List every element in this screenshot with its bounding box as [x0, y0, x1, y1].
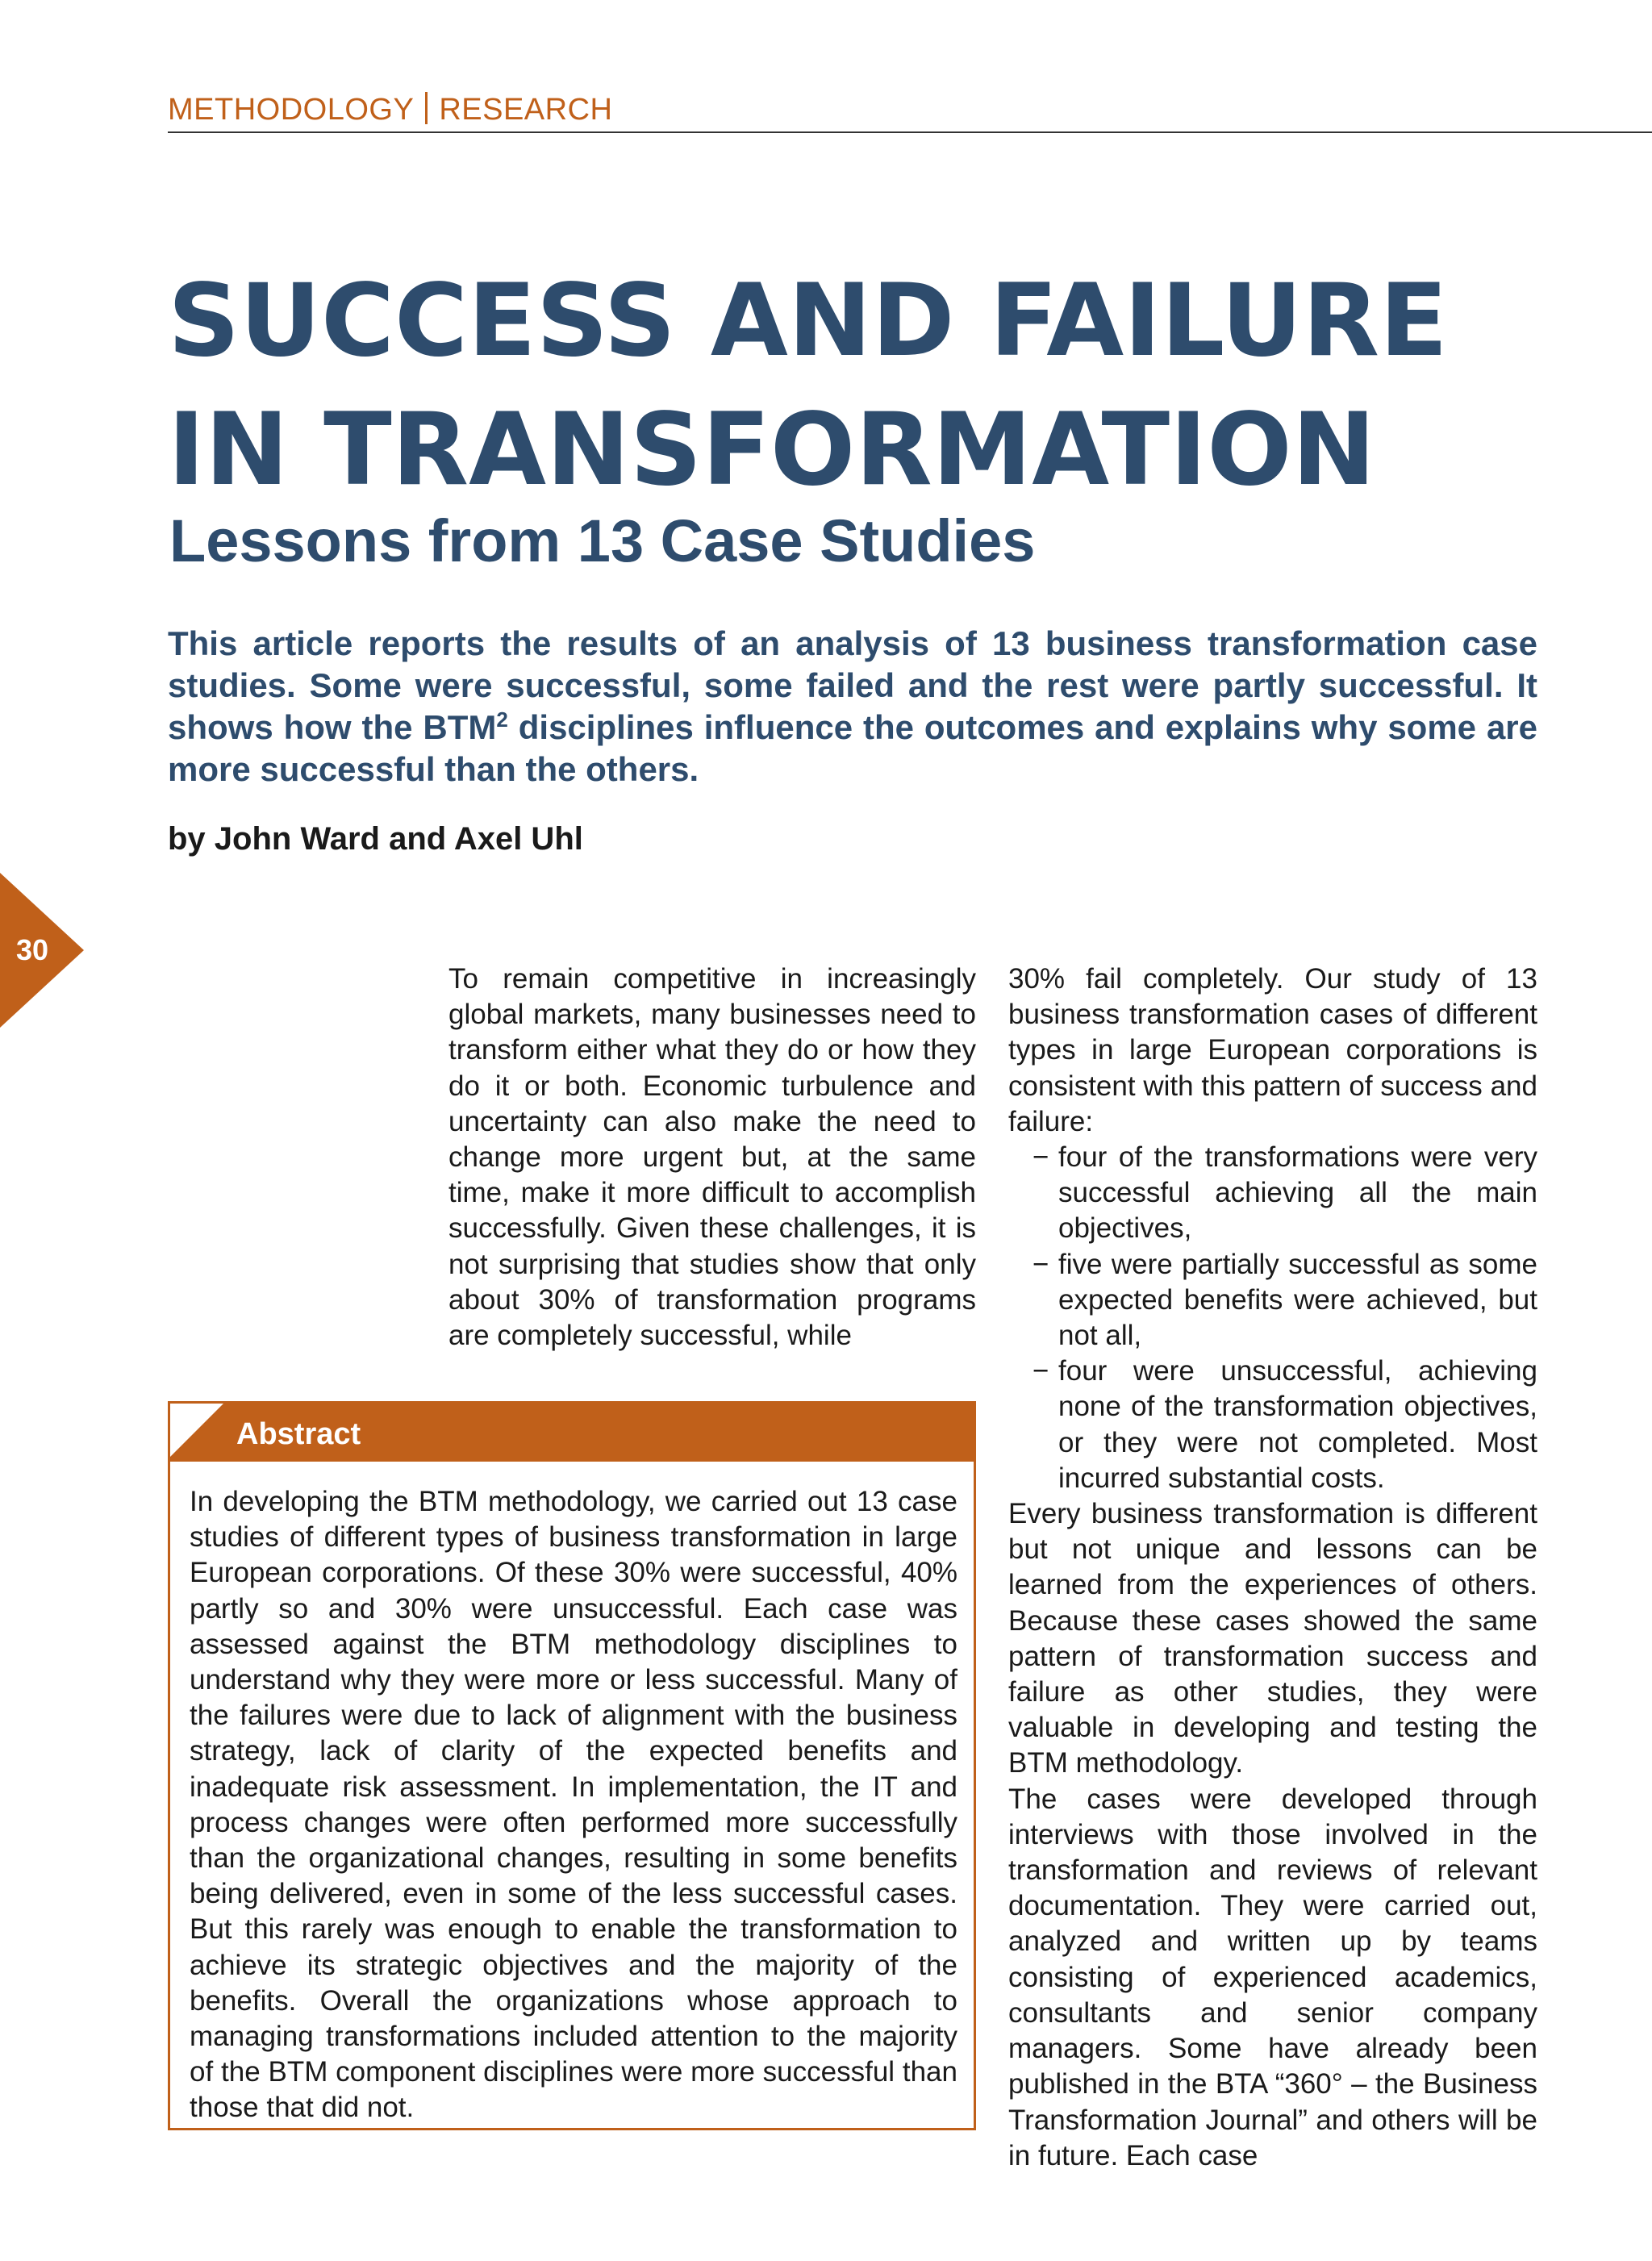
body-column-1 — [448, 962, 976, 1354]
list-item-text: four of the transformations were very successful achieving all the main objectives, — [1058, 1141, 1537, 1245]
abstract-heading: Abstract — [236, 1417, 361, 1451]
article-lead — [168, 623, 1537, 791]
body-column-2 — [1008, 962, 1537, 2174]
section-label: METHODOLOGY — [168, 93, 415, 127]
page-number: 30 — [15, 933, 49, 966]
abstract-header — [170, 1404, 974, 1462]
lead-text-2: disciplines influence the outcomes and explains why some are more successful than the others. — [168, 708, 1538, 788]
header-divider — [425, 92, 428, 124]
list-item-text: four were unsuccessful, achieving none of the transformation objectives, or they were not completed. Most incurred substantial costs. — [1058, 1355, 1537, 1494]
body-paragraph: Every business transformation is different but not unique and lessons can be learned from the experiences of others. Because these cases showed the same pattern of transformation success and failure as other studies, they were valuable in developing and testing the BTM methodology. — [1008, 1498, 1537, 1779]
body-paragraph: 30% fail completely. Our study of 13 business transformation cases of different types in large European corporations is consistent with this pattern of success and failure: — [1008, 963, 1537, 1137]
subsection-label: RESEARCH — [439, 93, 613, 127]
abstract-text: In developing the BTM methodology, we carried out 13 case studies of different types of business transformation in large European corporations. Of these 30% were successful, 40% partly so and 30% were unsuccessful. Each case was assessed against the BTM methodology disciplines to understand why they were more or less successful. Many of the failures were due to lack of alignment with the business strategy, lack of clarity of the expected benefits and inadequate risk assessment. In implementation, the IT and process changes were often performed more successfully than the organizational changes, resulting in some benefits being delivered, even in some of the less successful cases. But this rarely was enough to enable the transformation to achieve its strategic objectives and the majority of the benefits. Overall the organizations whose approach to managing transformations included attention to the majority of the BTM component disciplines were more successful than those that did not. — [190, 1486, 957, 2124]
abstract-corner-mark — [170, 1404, 228, 1462]
lead-superscript: 2 — [496, 707, 508, 732]
lead-text-1: This article reports the results of an analysis of 13 business transformation case studies. Some were successful, some failed and the rest were partly successful. It shows how the BTM — [168, 624, 1537, 746]
header-rule — [168, 131, 1652, 133]
body-paragraph: To remain competitive in increasingly global markets, many businesses need to transform either what they do or how they do it or both. Economic turbulence and uncertainty can also make the need to change more urgent but, at the same time, make it more difficult to accomplish successfully. Given these challenges, it is not surprising that studies show that only about 30% of transformation programs are completely successful, while — [448, 963, 976, 1352]
article-subtitle: Lessons from 13 Case Studies — [169, 507, 1036, 574]
bullet-dash: − — [1032, 1248, 1049, 1280]
abstract-box — [168, 1401, 976, 2130]
body-paragraph: The cases were developed through interviews with those involved in the transformation and reviews of relevant documentation. They were carried out, analyzed and written up by teams consisting of experienced academics, consultants and senior company managers. Some have already been published in the BTA “360° – the Business Transformation Journal” and others will be in future. Each case — [1008, 1783, 1537, 2171]
bullet-dash: − — [1032, 1355, 1049, 1387]
list-item — [1008, 1354, 1537, 1496]
bullet-dash: − — [1032, 1141, 1049, 1174]
title-line-1: SUCCESS AND FAILURE — [168, 263, 1448, 379]
outcome-list — [1008, 1140, 1537, 1496]
article-title — [168, 257, 1448, 515]
list-item — [1008, 1140, 1537, 1247]
byline: by John Ward and Axel Uhl — [168, 821, 583, 857]
list-item — [1008, 1247, 1537, 1354]
list-item-text: five were partially successful as some expected benefits were achieved, but not all, — [1058, 1248, 1537, 1352]
title-line-2: IN TRANSFORMATION — [168, 392, 1376, 508]
section-header — [168, 87, 612, 132]
